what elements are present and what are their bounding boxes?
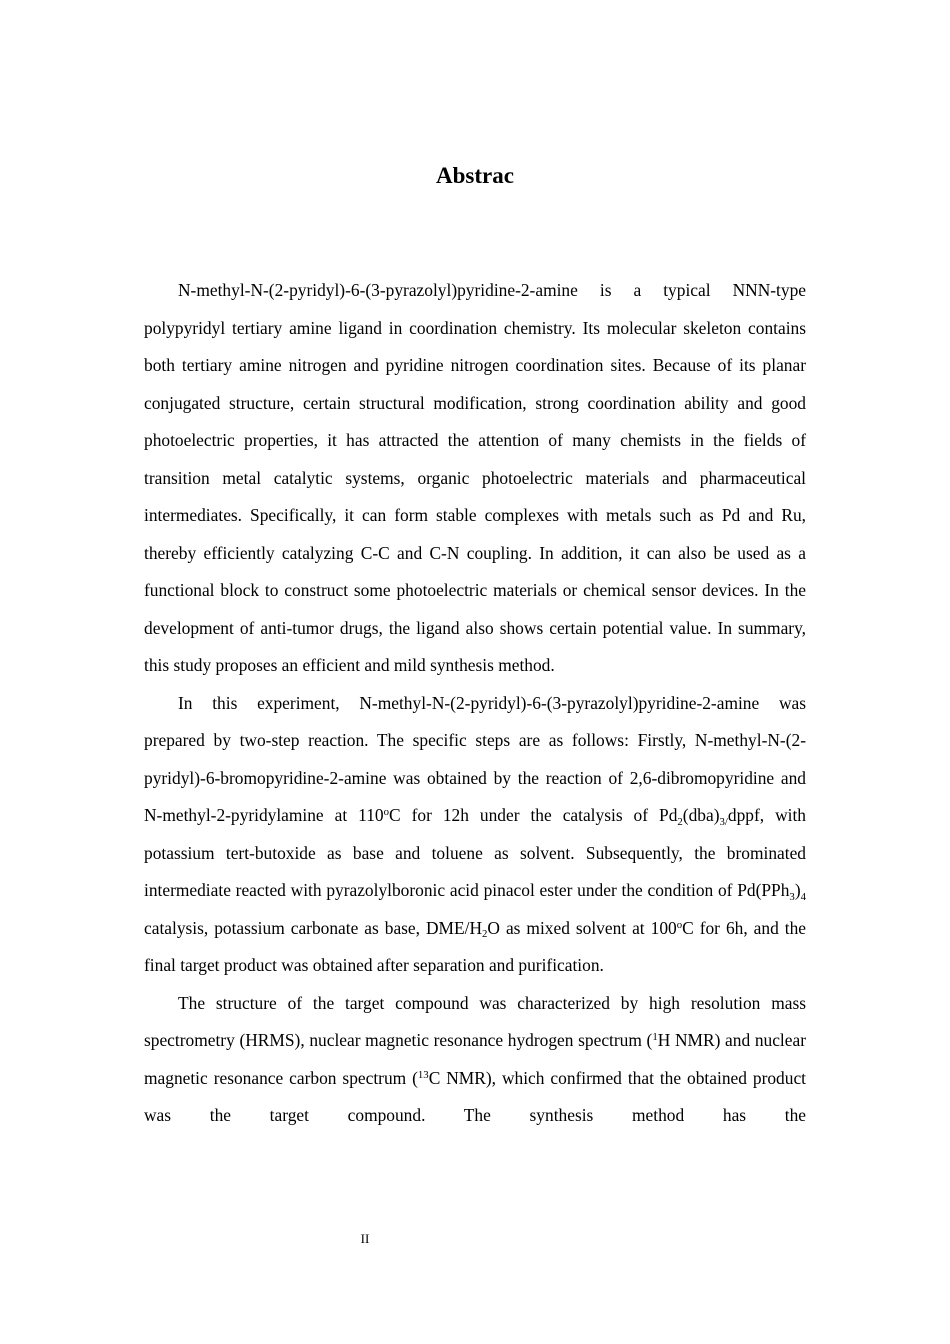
subscript: 4 — [800, 890, 806, 903]
paragraph-2-text: O as mixed solvent at 100 — [487, 917, 677, 938]
degree-superscript: o — [383, 806, 389, 819]
abstract-body — [144, 272, 806, 1135]
subscript: 3 — [789, 890, 795, 903]
subscript: 3/ — [719, 815, 728, 828]
paragraph-2-text: (dba) — [682, 805, 720, 825]
paragraph-1: N-methyl-N-(2-pyridyl)-6-(3-pyrazolyl)pyridine-2-amine is a typical NNN-type polypyridyl tertiary amine ligand in coordination chemistry. Its molecular skeleton contains both tertiary amine nitrogen and pyridine nitrogen coordination sites. Because of its planar conjugated structure, certain structural modification, strong coordination ability and good photoelectric properties, it has attracted the attention of many chemists in the fields of transition metal catalytic systems, organic photoelectric materials and pharmaceutical intermediates. Specifically, it can form stable complexes with metals such as Pd and Ru, thereby efficiently catalyzing C-C and C-N coupling. In addition, it can also be used as a functional block to construct some photoelectric materials or chemical sensor devices. In the development of anti-tumor drugs, the ligand also shows certain potential value. In summary, this study proposes an efficient and mild synthesis method. — [144, 280, 806, 675]
paragraph-3-text: C NMR), which confirmed that the obtained product was the target compound. The synthesis method has the — [144, 1067, 806, 1125]
paragraph-2-text: catalysis, potassium carbonate as base, DME/H — [144, 917, 483, 938]
paragraph-2-text: ) — [794, 880, 801, 900]
degree-superscript: o — [676, 918, 683, 931]
paragraph-2-text: dppf, with potassium tert-butoxide as base and toluene as solvent. Subsequently, the brominated intermediate reacted with pyrazolylboronic acid pinacol ester under the condition of Pd(PPh — [144, 805, 806, 900]
paragraph-2-text: C for 12h under the catalysis of Pd — [389, 805, 678, 825]
paragraph-2-text: In this experiment, N-methyl-N-(2-pyridyl)-6-(3-pyrazolyl)pyridine-2-amine was prepared by two-step reaction. The specific steps are as follows: Firstly, N-methyl-N-(2-pyridyl)-6-bromopyridine-2-amine was obtained by the reaction of 2,6-dibromopyridine and N-methyl-2-pyridylamine at 110 — [144, 692, 806, 825]
page-number: II — [360, 1231, 370, 1246]
subscript: 2 — [677, 815, 683, 828]
paragraph-3-text: H NMR) and nuclear magnetic resonance carbon spectrum ( — [144, 1030, 806, 1088]
isotope-superscript: 1 — [652, 1031, 658, 1044]
paragraph-2 — [144, 685, 806, 985]
paragraph-2-text: C for 6h, and the final target product was obtained after separation and purification. — [144, 917, 807, 975]
subscript: 2 — [482, 928, 488, 941]
abstract-title: Abstrac — [436, 163, 514, 188]
paragraph-3 — [144, 985, 806, 1135]
paragraph-3-text: The structure of the target compound was characterized by high resolution mass spectrometry (HRMS), nuclear magnetic resonance hydrogen spectrum ( — [144, 992, 806, 1050]
isotope-superscript: 13 — [417, 1068, 429, 1081]
